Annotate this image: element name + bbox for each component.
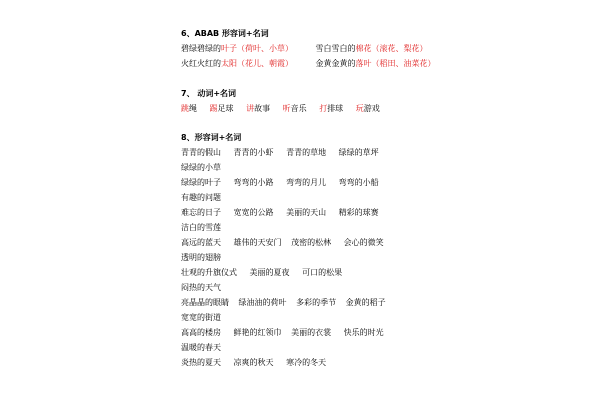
phrase-line (181, 175, 379, 190)
phrase: 宽宽的公路 (233, 208, 274, 217)
phrase: 雄伟的天安门 (233, 238, 282, 247)
verb-highlight: 跳 (181, 104, 189, 113)
phrase: 难忘的日子 (181, 208, 221, 217)
adjective: 碧绿碧绿的 (181, 44, 221, 53)
phrase: 美丽的衣裳 (291, 328, 332, 337)
noun: 游戏 (363, 104, 380, 113)
phrase: 高远的蓝天 (181, 238, 221, 247)
adjective: 雪白雪白的 (315, 44, 356, 53)
phrase-line (181, 160, 221, 175)
phrase: 洁白的雪莲 (181, 223, 221, 232)
phrase: 青青的草地 (286, 148, 327, 157)
phrase-line (181, 265, 342, 280)
phrase: 寒冷的冬天 (286, 358, 327, 367)
phrase: 快乐的时光 (343, 328, 384, 337)
verb-highlight: 打 (319, 104, 328, 113)
adjective: 金黄金黄的 (315, 59, 356, 68)
section8-heading: 8、形容词+名词 (181, 133, 242, 142)
verb-noun-pair (283, 101, 307, 116)
phrase: 弯弯的月儿 (286, 178, 327, 187)
phrase: 闷热的天气 (181, 283, 221, 292)
adjective-noun-pair (181, 56, 293, 71)
adjective-noun-pair (316, 41, 428, 56)
verb-noun-pair (210, 101, 234, 116)
phrase-line (181, 205, 379, 220)
phrase-line (181, 250, 221, 265)
adjective: 火红火红的 (181, 59, 221, 68)
section6-row-2 (181, 56, 436, 71)
phrase: 有趣的问题 (181, 193, 221, 202)
phrase: 绿绿的小草 (181, 163, 221, 172)
noun-highlight: 棉花（滚花、梨花） (355, 44, 428, 53)
phrase-line (181, 280, 221, 295)
phrase: 温暖的春天 (181, 343, 221, 352)
verb-highlight: 讲 (246, 104, 255, 113)
phrase: 鲜艳的红领巾 (233, 328, 282, 337)
phrase-line (181, 220, 221, 235)
phrase: 精彩的球赛 (338, 208, 379, 217)
phrase-line (181, 355, 326, 370)
noun: 音乐 (290, 104, 307, 113)
phrase: 青青的假山 (181, 148, 221, 157)
verb-noun-pair (356, 101, 380, 116)
noun-highlight: 太阳（花儿、朝霞） (221, 59, 293, 68)
section7-heading: 7、 动词+名词 (181, 89, 237, 98)
phrase: 弯弯的小路 (233, 178, 274, 187)
phrase-line (181, 190, 221, 205)
section7-row (181, 101, 380, 116)
phrase: 弯弯的小船 (338, 178, 379, 187)
phrase-line (181, 325, 384, 340)
noun: 足球 (217, 104, 234, 113)
phrase: 绿油油的荷叶 (238, 298, 287, 307)
phrase: 美丽的夏夜 (249, 268, 290, 277)
verb-highlight: 听 (282, 104, 291, 113)
phrase-line (181, 145, 379, 160)
adjective-noun-pair (316, 56, 436, 71)
phrase: 多彩的季节 (296, 298, 337, 307)
phrase: 金黄的稻子 (345, 298, 386, 307)
phrase-line (181, 295, 386, 310)
verb-noun-pair (246, 101, 270, 116)
section6-heading: 6、ABAB 形容词+名词 (181, 29, 269, 38)
phrase: 绿绿的草坪 (338, 148, 379, 157)
phrase: 绿绿的叶子 (181, 178, 221, 187)
noun: 故事 (254, 104, 271, 113)
adjective-noun-pair (181, 41, 293, 56)
phrase: 壮观的升旗仪式 (181, 268, 237, 277)
phrase: 会心的微笑 (343, 238, 384, 247)
verb-noun-pair (181, 101, 197, 116)
phrase: 宽宽的街道 (181, 313, 221, 322)
phrase: 凉爽的秋天 (233, 358, 274, 367)
verb-highlight: 玩 (355, 104, 364, 113)
noun-highlight: 叶子（荷叶、小草） (221, 44, 293, 53)
noun: 绳 (189, 104, 197, 113)
verb-highlight: 踢 (209, 104, 218, 113)
phrase-line (181, 235, 384, 250)
phrase: 可口的松果 (302, 268, 343, 277)
phrase-line (181, 310, 221, 325)
phrase: 炎热的夏天 (181, 358, 221, 367)
phrase: 美丽的天山 (286, 208, 327, 217)
phrase: 亮晶晶的眼睛 (181, 298, 229, 307)
phrase-line (181, 340, 221, 355)
phrase: 高高的楼房 (181, 328, 221, 337)
phrase: 透明的翅膀 (181, 253, 221, 262)
phrase: 青青的小虾 (233, 148, 274, 157)
phrase: 茂密的松林 (291, 238, 332, 247)
noun: 排球 (327, 104, 344, 113)
section6-row-1 (181, 41, 428, 56)
noun-highlight: 落叶（稻田、油菜花） (355, 59, 436, 68)
verb-noun-pair (319, 101, 343, 116)
